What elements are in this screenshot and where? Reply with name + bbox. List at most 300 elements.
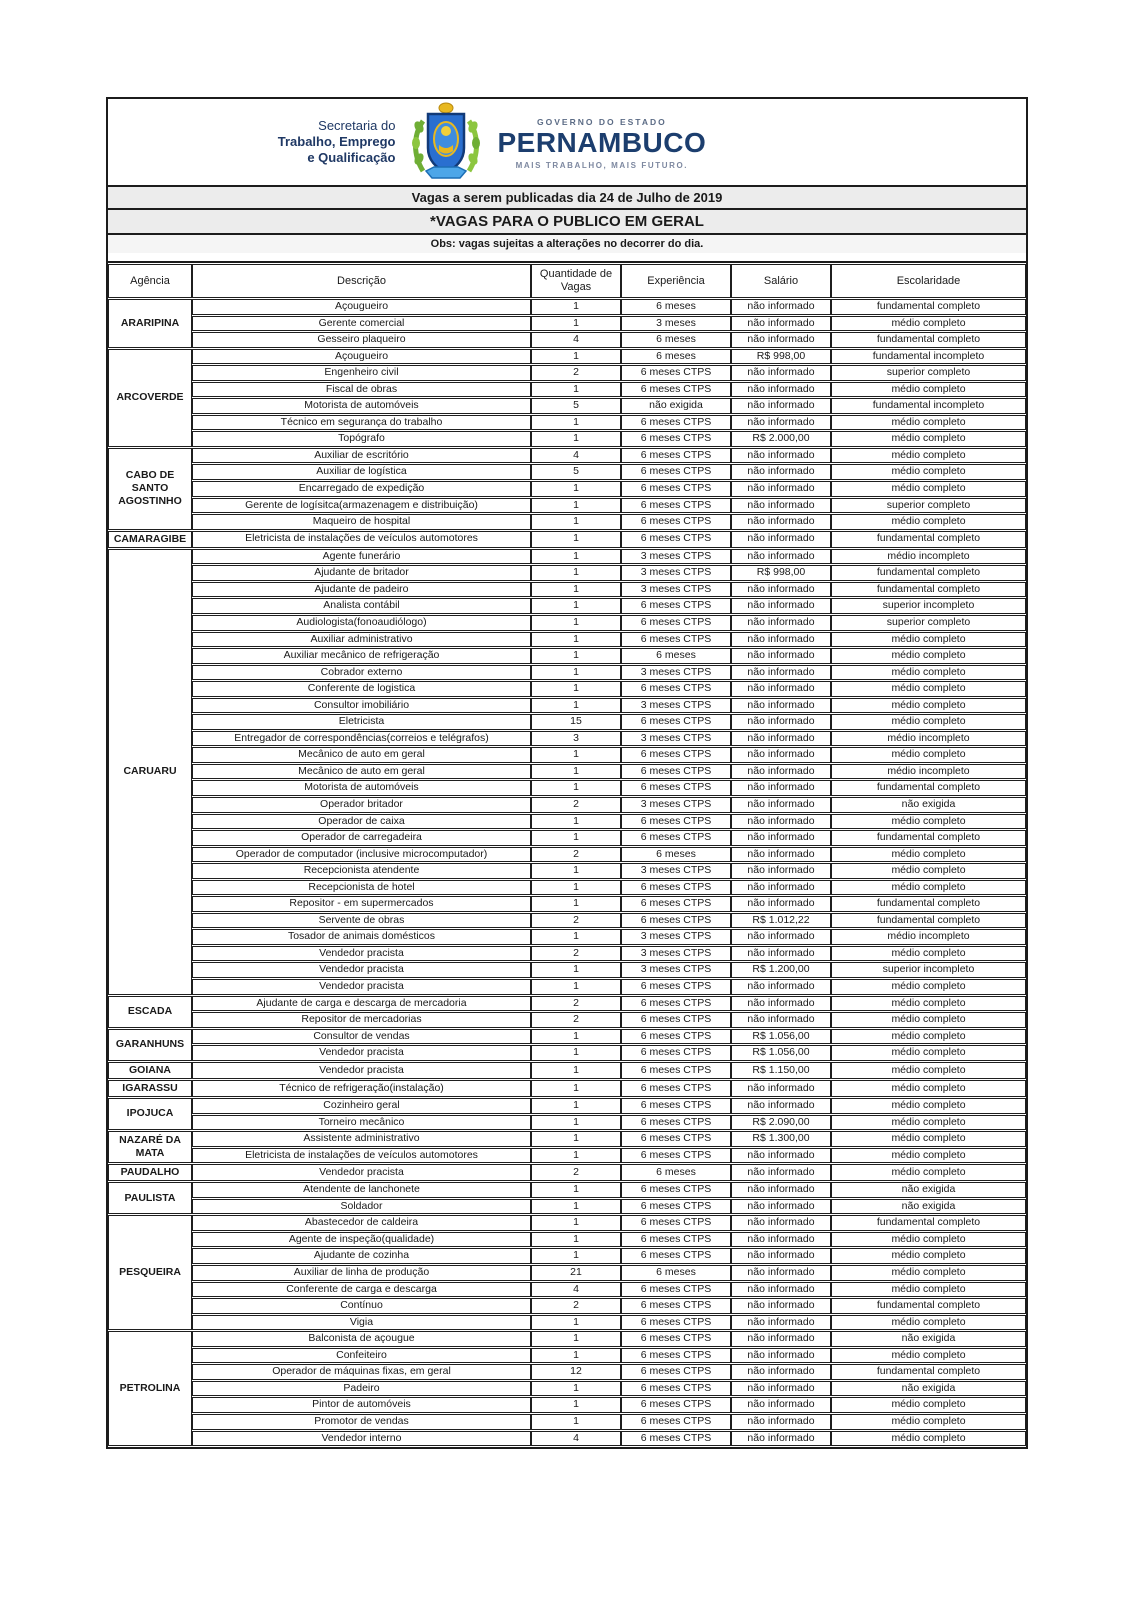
education-cell: médio completo [831, 863, 1026, 879]
education-cell: fundamental completo [831, 830, 1026, 846]
description-cell: Eletricista de instalações de veículos automotores [192, 1148, 531, 1164]
table-row [108, 1098, 1026, 1114]
quantity-cell: 1 [531, 880, 621, 896]
description-cell: Motorista de automóveis [192, 780, 531, 796]
description-cell: Pintor de automóveis [192, 1397, 531, 1413]
education-cell: médio completo [831, 714, 1026, 730]
column-header-experiencia: Experiência [621, 264, 731, 298]
education-cell: não exigida [831, 1199, 1026, 1215]
salary-cell: R$ 1.012,22 [731, 913, 831, 929]
experience-cell: 6 meses CTPS [621, 1199, 731, 1215]
table-row [108, 962, 1026, 978]
quantity-cell: 4 [531, 1431, 621, 1447]
experience-cell: 6 meses CTPS [621, 996, 731, 1012]
table-row [108, 996, 1026, 1012]
education-cell: médio completo [831, 1080, 1026, 1097]
education-cell: fundamental completo [831, 299, 1026, 315]
experience-cell: 6 meses CTPS [621, 1080, 731, 1097]
experience-cell: 6 meses CTPS [621, 514, 731, 530]
quantity-cell: 1 [531, 615, 621, 631]
education-cell: fundamental completo [831, 896, 1026, 912]
salary-cell: não informado [731, 1414, 831, 1430]
table-row [108, 514, 1026, 530]
description-cell: Operador de caixa [192, 814, 531, 830]
table-row [108, 565, 1026, 581]
salary-cell: R$ 1.056,00 [731, 1029, 831, 1045]
description-cell: Padeiro [192, 1381, 531, 1397]
description-cell: Técnico em segurança do trabalho [192, 415, 531, 431]
quantity-cell: 1 [531, 1315, 621, 1331]
education-cell: fundamental completo [831, 913, 1026, 929]
column-header-salario: Salário [731, 264, 831, 298]
experience-cell: 6 meses CTPS [621, 1364, 731, 1380]
education-cell: médio completo [831, 1431, 1026, 1447]
quantity-cell: 1 [531, 382, 621, 398]
description-cell: Agente funerário [192, 549, 531, 565]
table-row [108, 1348, 1026, 1364]
experience-cell: 6 meses CTPS [621, 1431, 731, 1447]
quantity-cell: 1 [531, 698, 621, 714]
quantity-cell: 2 [531, 1164, 621, 1181]
experience-cell: 6 meses CTPS [621, 1248, 731, 1264]
table-row [108, 929, 1026, 945]
quantity-cell: 2 [531, 996, 621, 1012]
description-cell: Auxiliar mecânico de refrigeração [192, 648, 531, 664]
education-cell: médio completo [831, 665, 1026, 681]
education-cell: médio completo [831, 1029, 1026, 1045]
logo-band [106, 97, 1028, 187]
salary-cell: não informado [731, 1232, 831, 1248]
agency-cell: NAZARÉ DA MATA [108, 1131, 192, 1163]
education-cell: médio completo [831, 431, 1026, 447]
column-header-agencia: Agência [108, 264, 192, 298]
experience-cell: 6 meses CTPS [621, 615, 731, 631]
quantity-cell: 21 [531, 1265, 621, 1281]
education-cell: fundamental completo [831, 582, 1026, 598]
salary-cell: R$ 998,00 [731, 349, 831, 365]
vacancies-table-wrapper [106, 261, 1028, 1449]
table-row [108, 731, 1026, 747]
description-cell: Auxiliar de escritório [192, 448, 531, 464]
experience-cell: 3 meses CTPS [621, 946, 731, 962]
experience-cell: 6 meses CTPS [621, 464, 731, 480]
salary-cell: não informado [731, 1164, 831, 1181]
education-cell: médio completo [831, 1164, 1026, 1181]
table-row [108, 714, 1026, 730]
salary-cell: não informado [731, 1282, 831, 1298]
pernambuco-crest-icon [409, 101, 483, 183]
description-cell: Motorista de automóveis [192, 398, 531, 414]
salary-cell: não informado [731, 549, 831, 565]
table-row [108, 448, 1026, 464]
salary-cell: não informado [731, 498, 831, 514]
quantity-cell: 1 [531, 1062, 621, 1079]
salary-cell: R$ 1.200,00 [731, 962, 831, 978]
agency-cell: GARANHUNS [108, 1029, 192, 1061]
experience-cell: 6 meses [621, 1265, 731, 1281]
experience-cell: 6 meses CTPS [621, 1148, 731, 1164]
table-row [108, 1364, 1026, 1380]
quantity-cell: 2 [531, 797, 621, 813]
experience-cell: 6 meses CTPS [621, 1045, 731, 1061]
description-cell: Ajudante de cozinha [192, 1248, 531, 1264]
education-cell: médio completo [831, 747, 1026, 763]
education-cell: médio completo [831, 514, 1026, 530]
table-row [108, 1397, 1026, 1413]
quantity-cell: 1 [531, 1381, 621, 1397]
experience-cell: 6 meses CTPS [621, 681, 731, 697]
description-cell: Vendedor pracista [192, 1164, 531, 1181]
description-cell: Recepcionista de hotel [192, 880, 531, 896]
quantity-cell: 1 [531, 665, 621, 681]
experience-cell: 6 meses CTPS [621, 632, 731, 648]
quantity-cell: 2 [531, 946, 621, 962]
table-row [108, 464, 1026, 480]
quantity-cell: 2 [531, 1298, 621, 1314]
quantity-cell: 1 [531, 780, 621, 796]
education-cell: médio completo [831, 1012, 1026, 1028]
table-row [108, 332, 1026, 348]
salary-cell: não informado [731, 1381, 831, 1397]
table-row [108, 1115, 1026, 1131]
description-cell: Repositor - em supermercados [192, 896, 531, 912]
description-cell: Vendedor pracista [192, 1045, 531, 1061]
salary-cell: não informado [731, 1348, 831, 1364]
education-cell: médio completo [831, 979, 1026, 995]
salary-cell: não informado [731, 1080, 831, 1097]
experience-cell: 6 meses CTPS [621, 714, 731, 730]
description-cell: Operador de máquinas fixas, em geral [192, 1364, 531, 1380]
publication-date-title: Vagas a serem publicadas dia 24 de Julho de 2019 [106, 185, 1028, 210]
table-row [108, 481, 1026, 497]
description-cell: Audiologista(fonoaudiólogo) [192, 615, 531, 631]
education-cell: médio completo [831, 448, 1026, 464]
salary-cell: não informado [731, 714, 831, 730]
education-cell: médio completo [831, 1115, 1026, 1131]
table-row [108, 830, 1026, 846]
description-cell: Auxiliar administrativo [192, 632, 531, 648]
table-row [108, 431, 1026, 447]
description-cell: Gerente comercial [192, 316, 531, 332]
education-cell: médio completo [831, 698, 1026, 714]
quantity-cell: 1 [531, 1029, 621, 1045]
table-row [108, 615, 1026, 631]
education-cell: fundamental completo [831, 1298, 1026, 1314]
description-cell: Promotor de vendas [192, 1414, 531, 1430]
education-cell: médio completo [831, 1232, 1026, 1248]
obs-note: Obs: vagas sujeitas a alterações no decorrer do dia. [106, 233, 1028, 255]
education-cell: médio completo [831, 648, 1026, 664]
salary-cell: não informado [731, 747, 831, 763]
governo-do-estado-label: GOVERNO DO ESTADO [537, 116, 667, 127]
quantity-cell: 1 [531, 598, 621, 614]
experience-cell: 6 meses CTPS [621, 365, 731, 381]
description-cell: Mecânico de auto em geral [192, 764, 531, 780]
education-cell: fundamental completo [831, 531, 1026, 548]
salary-cell: não informado [731, 332, 831, 348]
experience-cell: 3 meses CTPS [621, 797, 731, 813]
education-cell: fundamental completo [831, 565, 1026, 581]
experience-cell: 3 meses CTPS [621, 929, 731, 945]
experience-cell: 6 meses [621, 332, 731, 348]
agency-cell: IPOJUCA [108, 1098, 192, 1130]
column-header-escolaridade: Escolaridade [831, 264, 1026, 298]
salary-cell: não informado [731, 896, 831, 912]
agency-cell: PAULISTA [108, 1182, 192, 1214]
experience-cell: 6 meses CTPS [621, 1315, 731, 1331]
experience-cell: 3 meses CTPS [621, 962, 731, 978]
table-row [108, 648, 1026, 664]
table-row [108, 698, 1026, 714]
quantity-cell: 1 [531, 1331, 621, 1347]
experience-cell: 3 meses CTPS [621, 549, 731, 565]
description-cell: Operador de carregadeira [192, 830, 531, 846]
agency-cell: PESQUEIRA [108, 1215, 192, 1330]
salary-cell: não informado [731, 1315, 831, 1331]
salary-cell: não informado [731, 615, 831, 631]
description-cell: Operador de computador (inclusive microcomputador) [192, 847, 531, 863]
table-row [108, 1182, 1026, 1198]
salary-cell: não informado [731, 665, 831, 681]
description-cell: Vendedor pracista [192, 979, 531, 995]
experience-cell: 6 meses CTPS [621, 1414, 731, 1430]
experience-cell: 6 meses CTPS [621, 531, 731, 548]
education-cell: médio completo [831, 880, 1026, 896]
agency-cell: CABO DE SANTO AGOSTINHO [108, 448, 192, 530]
description-cell: Cozinheiro geral [192, 1098, 531, 1114]
experience-cell: 6 meses CTPS [621, 481, 731, 497]
salary-cell: não informado [731, 1098, 831, 1114]
education-cell: médio completo [831, 1265, 1026, 1281]
description-cell: Topógrafo [192, 431, 531, 447]
description-cell: Gerente de logísitca(armazenagem e distribuição) [192, 498, 531, 514]
table-row [108, 1248, 1026, 1264]
salary-cell: não informado [731, 780, 831, 796]
table-row [108, 863, 1026, 879]
quantity-cell: 1 [531, 1232, 621, 1248]
education-cell: médio completo [831, 464, 1026, 480]
education-cell: superior incompleto [831, 962, 1026, 978]
public-general-title: *VAGAS PARA O PUBLICO EM GERAL [106, 208, 1028, 235]
salary-cell: não informado [731, 979, 831, 995]
description-cell: Recepcionista atendente [192, 863, 531, 879]
table-row [108, 531, 1026, 548]
quantity-cell: 1 [531, 814, 621, 830]
experience-cell: 6 meses [621, 648, 731, 664]
education-cell: não exigida [831, 1331, 1026, 1347]
quantity-cell: 1 [531, 299, 621, 315]
experience-cell: 3 meses CTPS [621, 565, 731, 581]
education-cell: médio completo [831, 1315, 1026, 1331]
quantity-cell: 1 [531, 1115, 621, 1131]
description-cell: Consultor de vendas [192, 1029, 531, 1045]
description-cell: Maqueiro de hospital [192, 514, 531, 530]
education-cell: fundamental completo [831, 780, 1026, 796]
education-cell: médio completo [831, 415, 1026, 431]
description-cell: Técnico de refrigeração(instalação) [192, 1080, 531, 1097]
experience-cell: 6 meses CTPS [621, 764, 731, 780]
experience-cell: 6 meses CTPS [621, 1182, 731, 1198]
salary-cell: não informado [731, 448, 831, 464]
secretaria-line3: e Qualificação [307, 150, 396, 166]
description-cell: Ajudante de padeiro [192, 582, 531, 598]
table-row [108, 1232, 1026, 1248]
salary-cell: não informado [731, 946, 831, 962]
description-cell: Vendedor pracista [192, 946, 531, 962]
quantity-cell: 1 [531, 1248, 621, 1264]
salary-cell: não informado [731, 648, 831, 664]
pernambuco-wordmark: PERNAMBUCO [497, 127, 707, 159]
table-row [108, 797, 1026, 813]
quantity-cell: 2 [531, 847, 621, 863]
quantity-cell: 1 [531, 582, 621, 598]
salary-cell: não informado [731, 365, 831, 381]
quantity-cell: 1 [531, 929, 621, 945]
education-cell: médio completo [831, 632, 1026, 648]
table-row [108, 1215, 1026, 1231]
description-cell: Vendedor interno [192, 1431, 531, 1447]
education-cell: médio completo [831, 382, 1026, 398]
salary-cell: R$ 1.056,00 [731, 1045, 831, 1061]
quantity-cell: 1 [531, 514, 621, 530]
experience-cell: 3 meses CTPS [621, 863, 731, 879]
experience-cell: 6 meses CTPS [621, 1029, 731, 1045]
quantity-cell: 1 [531, 747, 621, 763]
education-cell: médio completo [831, 814, 1026, 830]
quantity-cell: 15 [531, 714, 621, 730]
description-cell: Abastecedor de caldeira [192, 1215, 531, 1231]
table-row [108, 316, 1026, 332]
experience-cell: 6 meses CTPS [621, 448, 731, 464]
salary-cell: R$ 1.300,00 [731, 1131, 831, 1147]
education-cell: médio completo [831, 1131, 1026, 1147]
column-header-quantidade: Quantidade de Vagas [531, 264, 621, 298]
experience-cell: 6 meses [621, 299, 731, 315]
education-cell: médio completo [831, 1098, 1026, 1114]
table-row [108, 847, 1026, 863]
experience-cell: 3 meses CTPS [621, 731, 731, 747]
education-cell: médio completo [831, 1248, 1026, 1264]
salary-cell: não informado [731, 1148, 831, 1164]
education-cell: médio completo [831, 1062, 1026, 1079]
table-row [108, 1282, 1026, 1298]
salary-cell: não informado [731, 830, 831, 846]
education-cell: fundamental completo [831, 332, 1026, 348]
quantity-cell: 1 [531, 681, 621, 697]
experience-cell: 6 meses CTPS [621, 880, 731, 896]
table-row [108, 1148, 1026, 1164]
experience-cell: 6 meses CTPS [621, 830, 731, 846]
table-row [108, 1315, 1026, 1331]
education-cell: médio completo [831, 1045, 1026, 1061]
education-cell: médio completo [831, 996, 1026, 1012]
description-cell: Cobrador externo [192, 665, 531, 681]
salary-cell: não informado [731, 1248, 831, 1264]
description-cell: Fiscal de obras [192, 382, 531, 398]
salary-cell: não informado [731, 847, 831, 863]
table-row [108, 1131, 1026, 1147]
quantity-cell: 3 [531, 731, 621, 747]
experience-cell: 6 meses CTPS [621, 498, 731, 514]
salary-cell: não informado [731, 1298, 831, 1314]
table-row [108, 598, 1026, 614]
experience-cell: 6 meses CTPS [621, 1115, 731, 1131]
experience-cell: 6 meses CTPS [621, 431, 731, 447]
quantity-cell: 12 [531, 1364, 621, 1380]
quantity-cell: 1 [531, 316, 621, 332]
salary-cell: não informado [731, 531, 831, 548]
education-cell: fundamental completo [831, 1215, 1026, 1231]
salary-cell: não informado [731, 1331, 831, 1347]
education-cell: superior completo [831, 498, 1026, 514]
quantity-cell: 1 [531, 431, 621, 447]
education-cell: médio completo [831, 316, 1026, 332]
quantity-cell: 4 [531, 448, 621, 464]
description-cell: Operador britador [192, 797, 531, 813]
quantity-cell: 1 [531, 979, 621, 995]
experience-cell: 6 meses [621, 349, 731, 365]
salary-cell: não informado [731, 1364, 831, 1380]
salary-cell: R$ 2.090,00 [731, 1115, 831, 1131]
agency-cell: ESCADA [108, 996, 192, 1028]
experience-cell: 6 meses CTPS [621, 382, 731, 398]
experience-cell: 3 meses CTPS [621, 698, 731, 714]
education-cell: superior incompleto [831, 598, 1026, 614]
quantity-cell: 5 [531, 464, 621, 480]
salary-cell: não informado [731, 1265, 831, 1281]
salary-cell: não informado [731, 764, 831, 780]
experience-cell: 6 meses CTPS [621, 1348, 731, 1364]
description-cell: Analista contábil [192, 598, 531, 614]
salary-cell: não informado [731, 929, 831, 945]
salary-cell: R$ 998,00 [731, 565, 831, 581]
table-row [108, 415, 1026, 431]
experience-cell: 3 meses CTPS [621, 665, 731, 681]
vacancies-table [108, 263, 1026, 1447]
education-cell: superior completo [831, 615, 1026, 631]
secretaria-line2: Trabalho, Emprego [277, 133, 396, 149]
description-cell: Gesseiro plaqueiro [192, 332, 531, 348]
quantity-cell: 1 [531, 896, 621, 912]
quantity-cell: 2 [531, 365, 621, 381]
table-row [108, 1080, 1026, 1097]
education-cell: médio completo [831, 1148, 1026, 1164]
quantity-cell: 1 [531, 830, 621, 846]
education-cell: não exigida [831, 1182, 1026, 1198]
description-cell: Servente de obras [192, 913, 531, 929]
quantity-cell: 1 [531, 1199, 621, 1215]
salary-cell: não informado [731, 481, 831, 497]
quantity-cell: 1 [531, 1348, 621, 1364]
salary-cell: não informado [731, 598, 831, 614]
salary-cell: não informado [731, 1199, 831, 1215]
table-row [108, 1414, 1026, 1430]
quantity-cell: 1 [531, 549, 621, 565]
salary-cell: não informado [731, 863, 831, 879]
salary-cell: R$ 2.000,00 [731, 431, 831, 447]
education-cell: não exigida [831, 1381, 1026, 1397]
experience-cell: 6 meses [621, 1164, 731, 1181]
experience-cell: 6 meses CTPS [621, 896, 731, 912]
description-cell: Açougueiro [192, 349, 531, 365]
experience-cell: 6 meses CTPS [621, 1062, 731, 1079]
secretaria-block [278, 118, 396, 167]
table-row [108, 1199, 1026, 1215]
quantity-cell: 4 [531, 1282, 621, 1298]
table-row [108, 1298, 1026, 1314]
table-row [108, 1164, 1026, 1181]
description-cell: Agente de inspeção(qualidade) [192, 1232, 531, 1248]
